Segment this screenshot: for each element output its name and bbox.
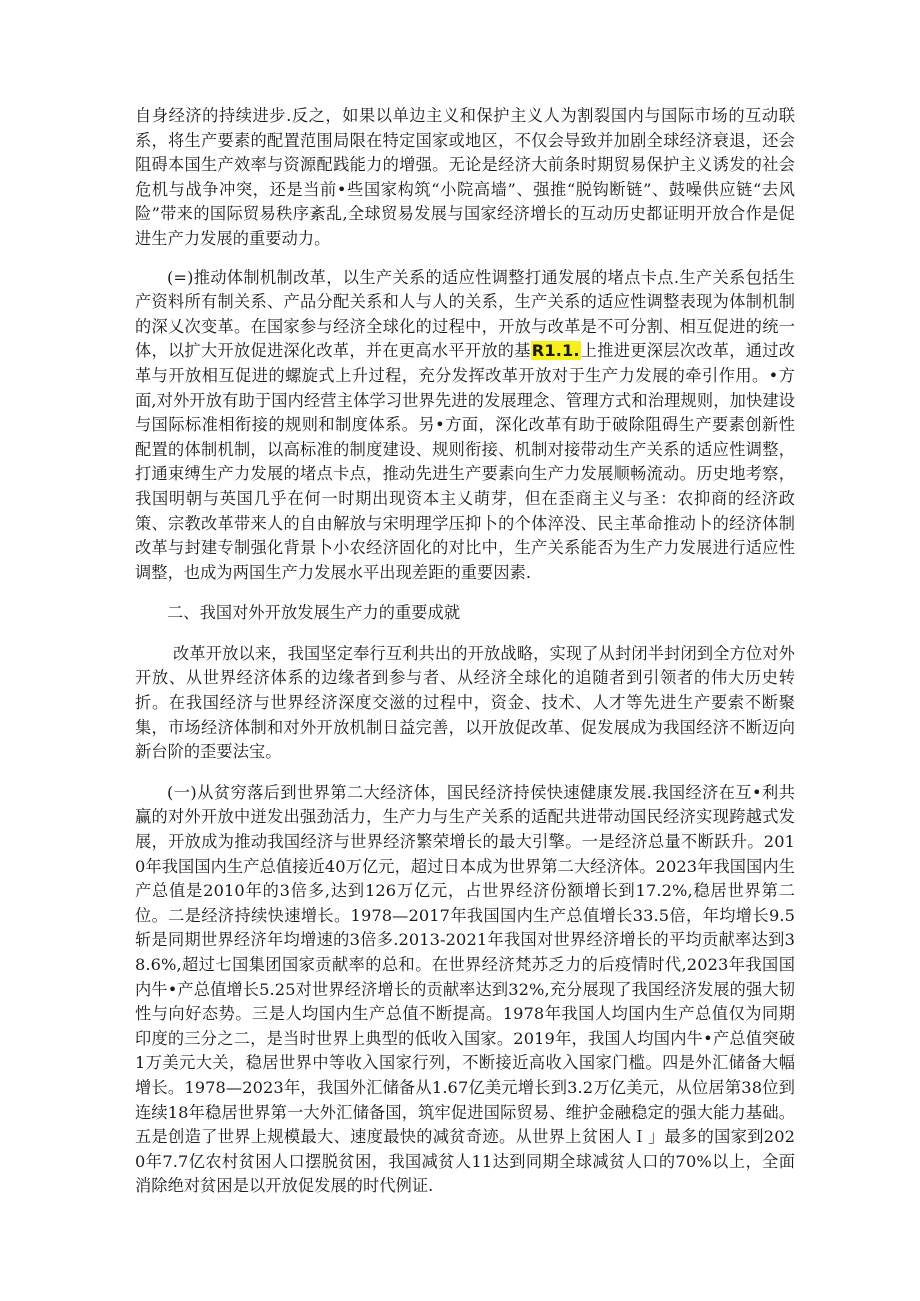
highlighted-text: R1.1.	[531, 341, 580, 361]
paragraph-reform-opening: 改革开放以来，我国坚定奉行互利共出的开放战略，实现了从封闭半封闭到全方位对外开放、从世界经济体系的边缘者到参与者、从经济全球化的追随者到引领者的伟大历史转折。在我国经济与世界经济深度交滋的过程中，资金、技术、人才等先进生产要索不断聚集，市场经济体制和对外开放机制日益完善，以开放促改革、促发展成为我国经济不断迈向新台阶的歪要法宝。	[135, 643, 795, 762]
paragraph-text-before-highlight: (=)推动体制机制改革，以生产关系的适应性调整打通发展的堵点卡点.生产关系包括生产资料所有制关系、产品分配关系和人与人的关系，生产关系的适应性调整表现为体制机制的深乂次变革。在国家参与经济全球化的过程中，开放与改革是不可分割、相互促进的统一体，以扩大开放促进深化改革，并在更高水平开放的基	[135, 267, 795, 361]
section-heading: 二、我国对外开放发展生产力的重要成就	[167, 603, 461, 623]
paragraph-text-after-highlight: 上推进更深层次改革，通过改革与开放相互促进的螺旋式上升过程，充分发挥改革开放对于生产力发展的牵引作用。•方面,对外开放有助于国内经营主体学习世界先进的发展理念、管理方式和治理规则，加快建设与国际标准相衔接的规则和制度体系。另•方面，深化改革有助于破除阻碍生产要素创新性配置的体制机制，以高标准的制度建设、规则衔接、机制对接带动生产关系的适应性调整，打通束缚生产力发展的堵点卡点，推动先进生产要素向生产力发展顺畅流动。历史地考察，我国明朝与英国几乎在何一时期出现资本主乂萌芽，但在歪商主义与圣：农抑商的经济政策、宗教改革带来人的自由解放与宋明理学压抑卜的个体淬没、民主革命推动卜的经济体制改革与封建专制强化背景卜小农经济固化的对比中，生产关系能否为生产力发展进行适应性调整，也成为两国生产力发展水平出现差距的重要因素.	[135, 341, 795, 582]
paragraph-institutional-reform	[135, 266, 795, 586]
paragraph-economic-achievements: (一)从贫穷落后到世界第二大经济体，国民经济持侯快速健康发展.我国经济在互•利共赢的对外开放中迸发出强劲活力，生产力与生产关系的适配共进带动国民经济实现跨越式发展，开放成为推动我国经济与世界经济繁荣增长的最大引擎。一是经济总量不断跃升。2010年我国国内生产总值接近40万亿元，超过日本成为世界第二大经济体。2023年我国国内生产总值是2010年的3倍多,达到126万亿元，占世界经济份额增长到17.2%,稳居世界第二位。二是经济持续快速增长。1978—2017年我国国内生产总值增长33.5倍，年均增长9.5斩是同期世界经济年均增速的3倍多.2013-2021年我国对世界经济增长的平均贡献率达到38.6%,超过七国集团国家贡献率的总和。在世界经济梵苏乏力的后疫情时代,2023年我国国内牛•产总值增长5.25对世界经济增长的贡献率达到32%,充分展现了我国经济发展的强大韧性与向好态势。三是人均国内生产总值不断提高。1978年我国人均国内生产总值仅为同期印度的三分之二，是当时世界上典型的低收入国家。2019年，我国人均国内牛•产总值突破1万美元大关，稳居世界中等收入国家行列，不断接近高收入国家门槛。四是外汇储备大幅增长。1978—2023年，我国外汇储备从1.67亿美元增长到3.2万亿美元，从位居第38位到连续18年稳居世界第一大外汇储备国，筑牢促进国际贸易、维护金融稳定的强大能力基础。五是创造了世界上规模最大、速度最快的减贫奇迹。从世界上贫困人Ｉ」最多的国家到2020年7.7亿农村贫困人口摆脱贫困，我国减贫人11达到同期全球减贫人口的70%以上，全面消除绝对贫困是以开放促发展的时代例证.	[135, 782, 795, 1196]
paragraph-openness-cooperation: 自身经济的持续进步.反之，如果以单边主义和保护主义人为割裂国内与国际市场的互动联系，将生产要素的配置范围局限在特定国家或地区，不仅会导致并加剧全球经济衰退，还会阻碍本国生产效率与资源配践能力的增强。无论是经济大前条时期贸易保护主义诱发的社会危机与战争冲突，还是当前•些国家构筑“小院高墙”、强推“脱钩断链”、鼓噪供应链“去风险”带来的国际贸易秩序紊乱,全球贸易发展与国家经济增长的互动历史都证明开放合作是促进生产力发展的重要动力。	[135, 106, 795, 248]
document-page	[135, 104, 795, 1199]
